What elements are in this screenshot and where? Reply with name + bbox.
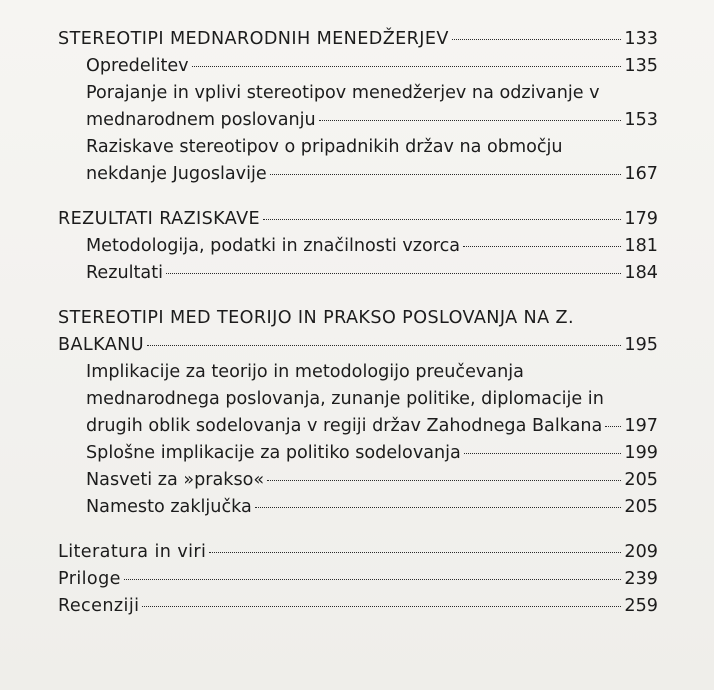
toc-entry-title: Recenziji [58,596,140,616]
toc-section [58,26,658,188]
toc-entry-row [86,161,658,188]
toc-entry-row [58,566,658,593]
page-number: 135 [624,56,658,76]
dot-leader [463,245,621,247]
dot-leader [142,605,621,607]
toc-entry-row [86,467,658,494]
page-number: 239 [624,569,658,589]
toc-entry-title: nekdanje Jugoslavije [86,164,267,184]
toc-entry-title: Opredelitev [86,56,189,76]
dot-leader [270,173,622,175]
toc-entry-row [58,206,658,233]
toc-entry[interactable] [58,566,658,593]
toc-entry[interactable] [86,467,658,494]
toc-section [58,539,658,620]
toc-entry-title-line: Implikacije za teorijo in metodologijo preučevanja [86,362,524,382]
toc-entry[interactable] [58,539,658,566]
toc-section [58,305,658,521]
toc-entry-title-line: mednarodnega poslovanja, zunanje politike, diplomacije in [86,389,604,409]
dot-leader [464,452,622,454]
toc-entry-title: Metodologija, podatki in značilnosti vzorca [86,236,461,256]
toc-entry[interactable] [86,440,658,467]
toc-entry-row [86,440,658,467]
toc-entry-title: Rezultati [86,263,163,283]
toc-entry-title: BALKANU [58,335,145,355]
toc-entry-row [86,413,658,440]
toc-entry-title: Priloge [58,569,121,589]
toc-entry-row [58,332,658,359]
dot-leader [452,38,622,40]
dot-leader [124,578,622,580]
toc-entry-title-line: Raziskave stereotipov o pripadnikih držav na območju [86,137,563,157]
page-number: 205 [624,470,658,490]
toc-entry-title: Nasveti za »prakso« [86,470,265,490]
page-number: 209 [624,542,658,562]
toc-entry-title: Namesto zaključka [86,497,252,517]
toc-entry-row [86,107,658,134]
toc-entry[interactable] [86,359,658,440]
toc-entry-row [58,593,658,620]
dot-leader [263,218,621,220]
page-number: 153 [624,110,658,130]
page-number: 133 [624,29,658,49]
toc-entry[interactable] [86,260,658,287]
page-number: 179 [624,209,658,229]
dot-leader [255,506,622,508]
toc-entry[interactable] [86,53,658,80]
toc-entry[interactable] [58,305,658,359]
toc-entry-title-line: Porajanje in vplivi stereotipov menedžerjev na odzivanje v [86,83,600,103]
toc-entry-title: Literatura in viri [58,542,207,562]
page-number: 199 [624,443,658,463]
dot-leader [267,479,621,481]
table-of-contents [58,26,658,638]
toc-entry-row [86,53,658,80]
toc-entry[interactable] [86,134,658,188]
toc-entry-row [58,539,658,566]
toc-entry[interactable] [86,494,658,521]
dot-leader [605,425,621,427]
dot-leader [209,551,621,553]
dot-leader [192,65,622,67]
page-number: 205 [624,497,658,517]
toc-entry-row [58,26,658,53]
page-number: 259 [624,596,658,616]
toc-entry-row [86,260,658,287]
dot-leader [166,272,621,274]
page-number: 197 [624,416,658,436]
toc-entry-title: STEREOTIPI MEDNARODNIH MENEDŽERJEV [58,29,449,49]
toc-entry-title: Splošne implikacije za politiko sodelovanja [86,443,461,463]
toc-entry[interactable] [86,233,658,260]
toc-entry[interactable] [86,80,658,134]
dot-leader [147,344,621,346]
toc-entry-title: REZULTATI RAZISKAVE [58,209,261,229]
toc-entry[interactable] [58,593,658,620]
toc-entry-title-line: STEREOTIPI MED TEORIJO IN PRAKSO POSLOVANJA NA Z. [58,308,574,328]
toc-entry-row [86,494,658,521]
dot-leader [319,119,622,121]
toc-section [58,206,658,287]
toc-entry-row [86,233,658,260]
toc-entry-title: mednarodnem poslovanju [86,110,316,130]
page-number: 167 [624,164,658,184]
toc-entry-title: drugih oblik sodelovanja v regiji držav Zahodnega Balkana [86,416,603,436]
page-number: 195 [624,335,658,355]
page-number: 184 [624,263,658,283]
toc-entry[interactable] [58,206,658,233]
page-number: 181 [624,236,658,256]
toc-entry[interactable] [58,26,658,53]
